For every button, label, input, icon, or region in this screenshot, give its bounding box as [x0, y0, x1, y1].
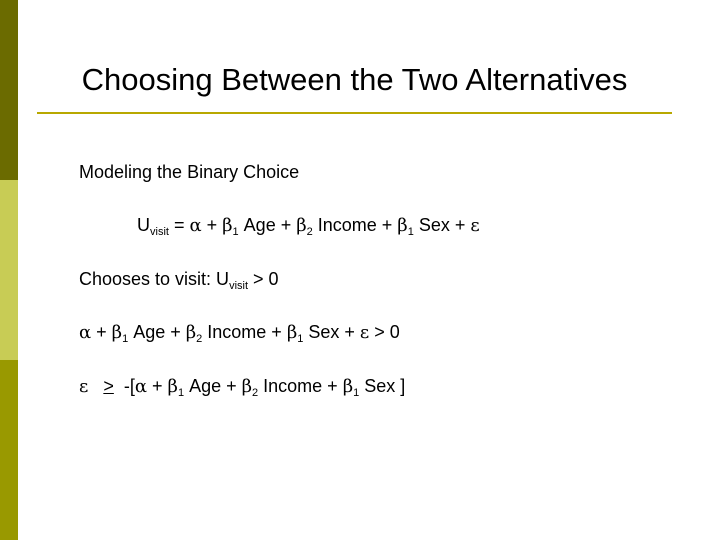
epsilon-symbol: ε [79, 376, 89, 397]
beta-symbol: β [167, 376, 178, 397]
title-divider [37, 112, 672, 114]
beta-symbol: β [286, 322, 298, 343]
utility-symbol: U [137, 215, 150, 235]
beta-symbol: β [111, 322, 123, 343]
utility-subscript: visit [150, 226, 169, 238]
utility-equation: $U_{visit} = \alpha + \beta_1$ Age + $\beta_2$ Income + $\beta_1$ Sex + ε [137, 215, 480, 238]
beta-symbol: β [241, 376, 253, 397]
beta-symbol: β [397, 215, 408, 236]
beta-symbol: β [296, 215, 307, 236]
alpha-symbol: α [79, 322, 92, 343]
epsilon-symbol: ε [359, 322, 370, 343]
side-bar-top [0, 0, 18, 180]
inequality-equation: $\alpha + \beta_1$ Age + $\beta_2$ Income + $\beta_1$ Sex + ε > 0 [79, 322, 400, 345]
epsilon-symbol: ε [470, 215, 480, 236]
greater-equal-symbol: > [103, 376, 114, 396]
beta-symbol: β [222, 215, 233, 236]
alpha-symbol: α [189, 215, 202, 236]
error-equation: ε > $-[\alpha + \beta_1$ Age + $\beta_2$ Income + $\beta_1$ Sex ] [79, 376, 406, 399]
beta-symbol: β [185, 322, 197, 343]
side-bar-middle [0, 180, 18, 360]
choice-condition: Chooses to visit: $U_{visit} > 0$ [79, 269, 279, 292]
beta-symbol: β [342, 376, 354, 397]
slide-title: Choosing Between the Two Alternatives [81, 62, 628, 97]
alpha-symbol: α [134, 376, 148, 397]
section-heading: Modeling the Binary Choice [79, 162, 300, 182]
side-bar-bottom [0, 360, 18, 540]
